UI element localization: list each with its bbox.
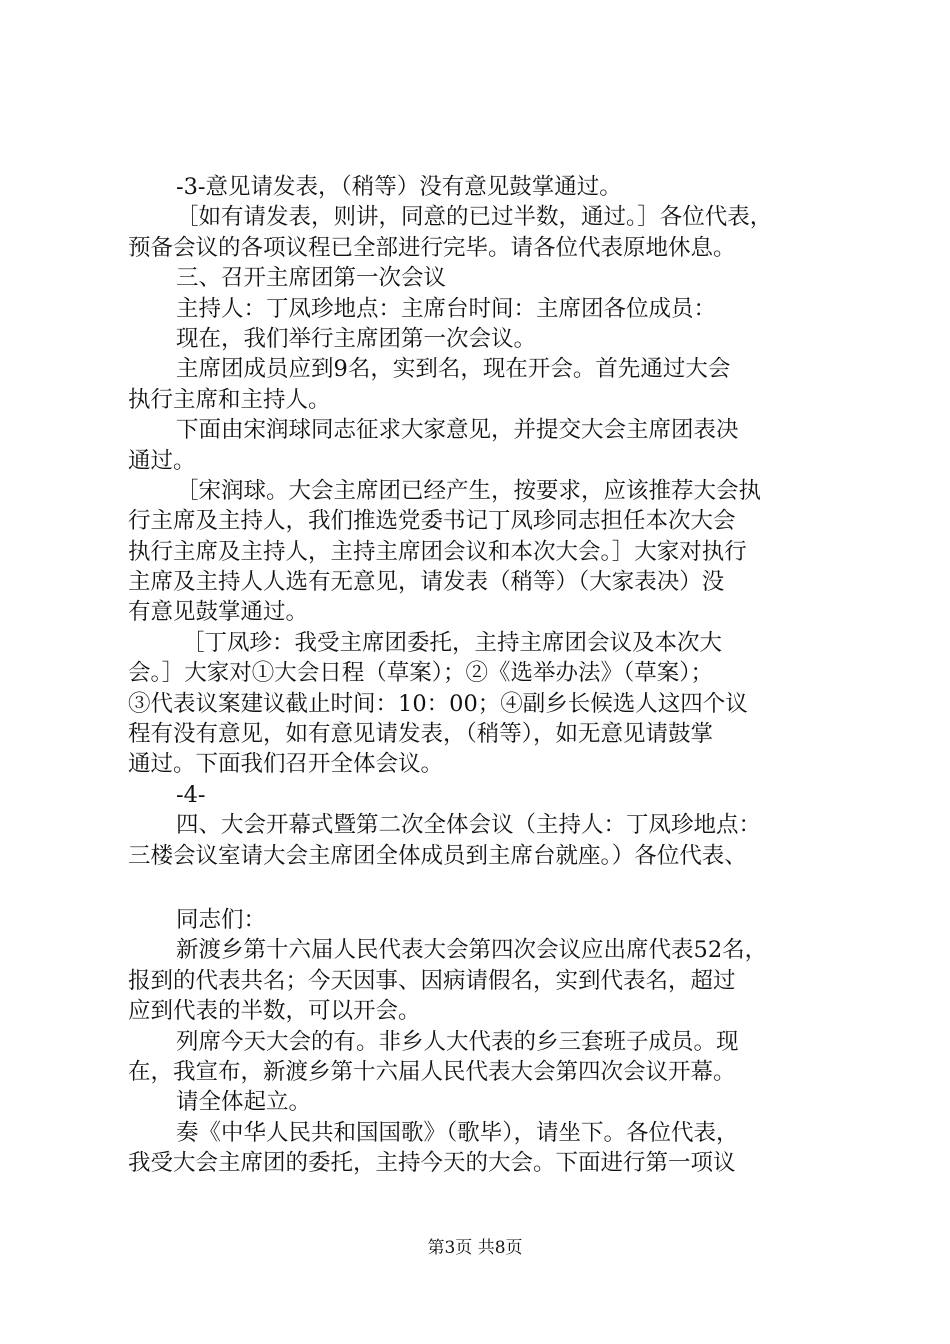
section-heading: 三、召开主席团第一次会议	[176, 265, 447, 292]
text-line: 行主席及主持人，我们推选党委书记丁凤珍同志担任本次大会	[128, 508, 736, 535]
text-line: 应到代表的半数，可以开会。	[128, 998, 421, 1025]
text-line: 同志们：	[176, 906, 267, 933]
text-line: 下面由宋润球同志征求大家意见，并提交大会主席团表决	[176, 417, 739, 444]
text-line: 在，我宣布，新渡乡第十六届人民代表大会第四次会议开幕。	[128, 1058, 736, 1085]
text-line: 新渡乡第十六届人民代表大会第四次会议应出席代表52名，	[176, 937, 768, 964]
text-line: 报到的代表共名；今天因事、因病请假名，实到代表名，超过	[128, 967, 736, 994]
text-line: 执行主席和主持人。	[128, 386, 331, 413]
text-line: 三楼会议室请大会主席团全体成员到主席台就座。）各位代表、	[128, 842, 747, 869]
text-line: 会。］大家对①大会日程（草案）；②《选举办法》（草案）；	[128, 660, 714, 687]
text-line: -3-意见请发表，（稍等）没有意见鼓掌通过。	[176, 174, 622, 200]
text-line: 有意见鼓掌通过。	[128, 599, 309, 626]
text-line: ③代表议案建议截止时间：10：00；④副乡长候选人这四个议	[128, 690, 748, 717]
document-body	[128, 172, 848, 1179]
text-line: 通过。	[128, 447, 196, 474]
text-line: ［宋润球。大会主席团已经产生，按要求，应该推荐大会执	[176, 477, 762, 504]
text-line: 奏《中华人民共和国国歌》（歌毕），请坐下。各位代表，	[176, 1119, 739, 1146]
page-number-indicator: 第3页 共8页	[427, 1238, 523, 1258]
text-line: 列席今天大会的有。非乡人大代表的乡三套班子成员。现	[176, 1028, 739, 1055]
page-footer	[0, 1236, 950, 1260]
section-heading: 四、大会开幕式暨第二次全体会议（主持人：丁凤珍地点：	[176, 812, 762, 839]
text-line: 程有没有意见，如有意见请发表，（稍等），如无意见请鼓掌	[128, 721, 714, 748]
text-line: 执行主席及主持人，主持主席团会议和本次大会。］大家对执行	[128, 538, 747, 565]
text-line: 主席及主持人人选有无意见，请发表（稍等）（大家表决）没	[128, 569, 725, 596]
text-line: 主席团成员应到9名，实到名，现在开会。首先通过大会	[176, 356, 731, 383]
text-line: 请全体起立。	[176, 1089, 312, 1116]
text-line: 现在，我们举行主席团第一次会议。	[176, 325, 537, 352]
paragraph-gap	[128, 871, 848, 905]
text-line: ［丁凤珍：我受主席团委托，主持主席团会议及本次大	[182, 629, 723, 656]
text-line: 预备会议的各项议程已全部进行完毕。请各位代表原地休息。	[128, 234, 736, 261]
text-line: ［如有请发表，则讲，同意的已过半数，通过。］各位代表，	[176, 204, 773, 231]
page-marker: -4-	[176, 781, 206, 808]
text-line: 我受大会主席团的委托，主持今天的大会。下面进行第一项议	[128, 1150, 736, 1177]
text-line: 主持人：丁凤珍地点：主席台时间：主席团各位成员：	[176, 295, 717, 322]
text-line: 通过。下面我们召开全体会议。	[128, 751, 444, 778]
